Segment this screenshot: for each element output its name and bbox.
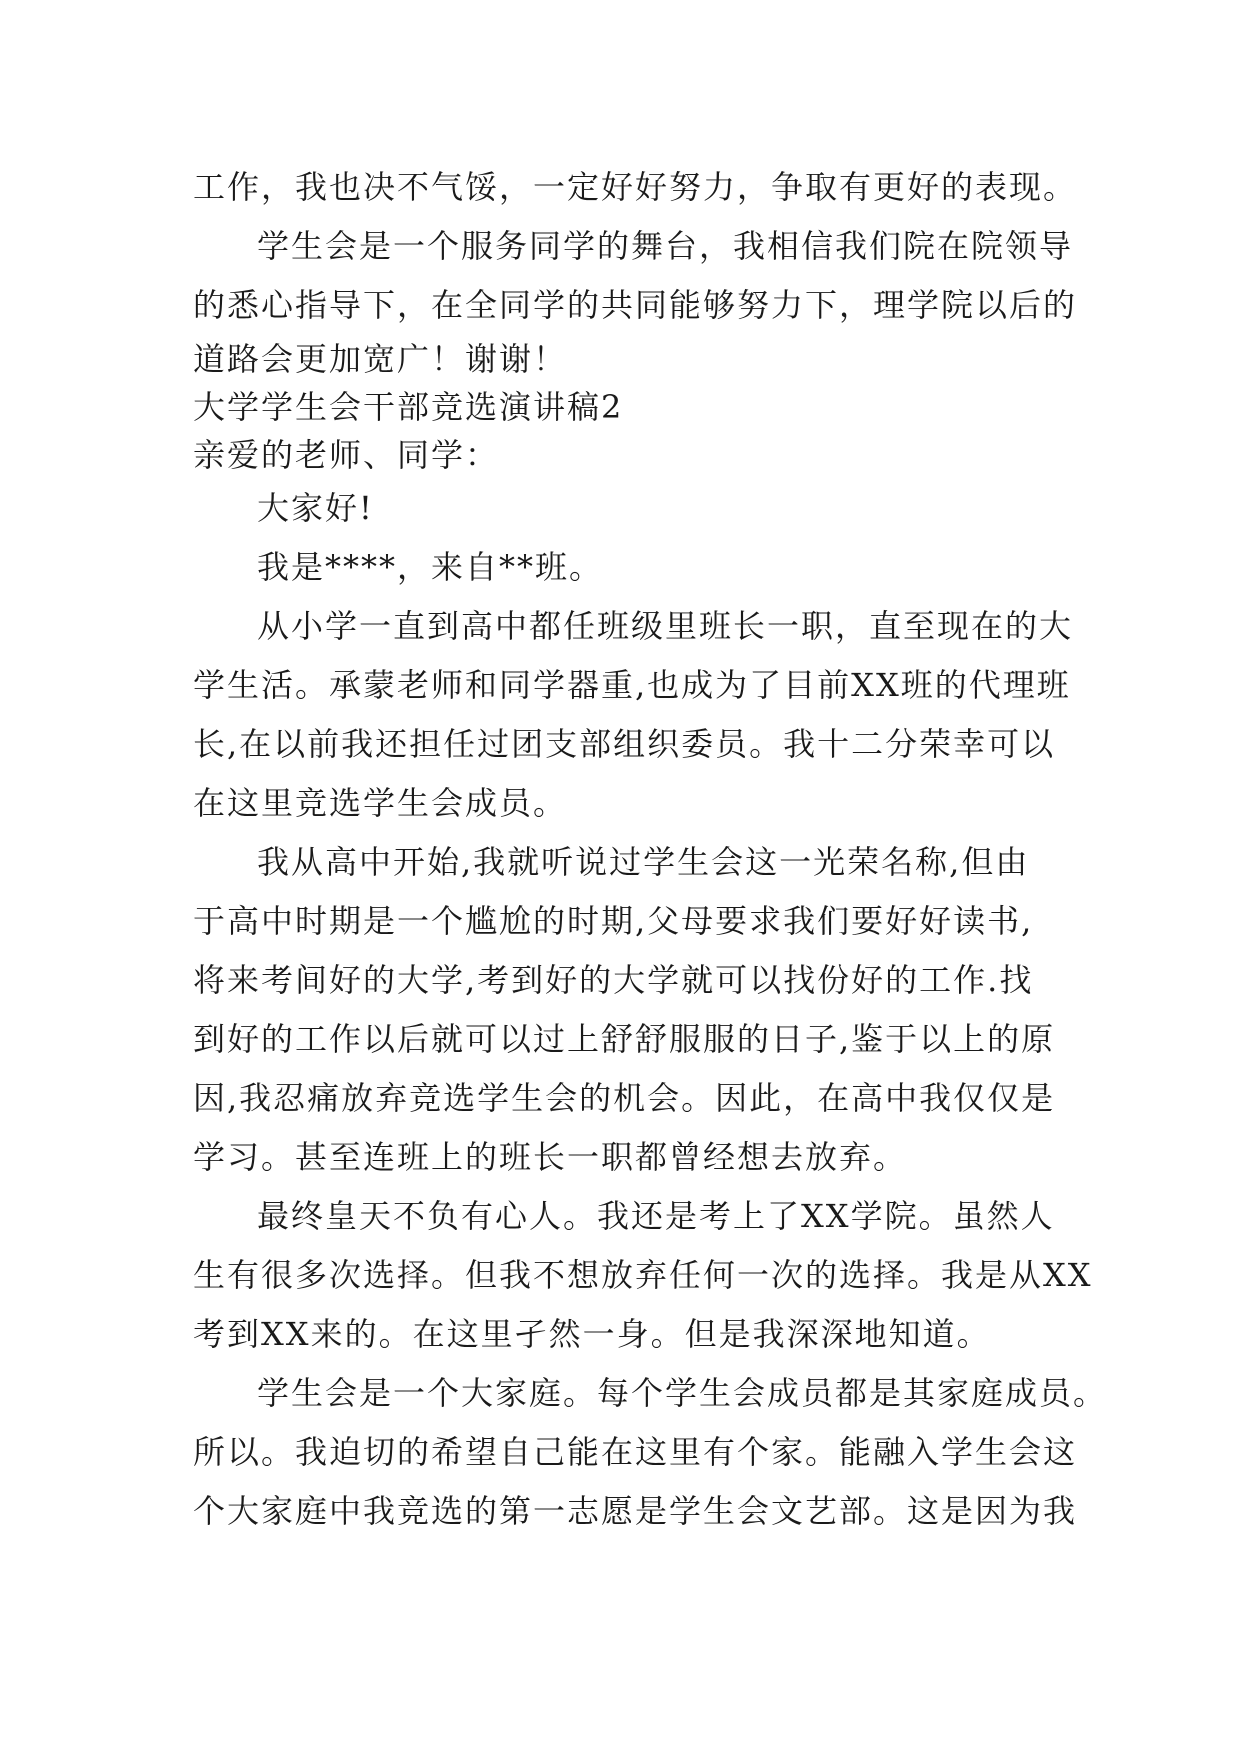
text-line: 学习。甚至连班上的班长一职都曾经想去放弃。 xyxy=(193,1138,908,1176)
paragraph-start: 从小学一直到高中都任班级里班长一职，直至现在的大 xyxy=(257,607,1074,645)
text-line: 道路会更加宽广！谢谢！ xyxy=(193,340,568,378)
section-heading: 大学学生会干部竞选演讲稿2 xyxy=(193,388,624,426)
text-line: 长,在以前我还担任过团支部组织委员。我十二分荣幸可以 xyxy=(193,725,1056,763)
text-line: 将来考间好的大学,考到好的大学就可以找份好的工作.找 xyxy=(193,961,1034,999)
text-line: 的悉心指导下，在全同学的共同能够努力下，理学院以后的 xyxy=(193,286,1078,324)
text-line: 因,我忍痛放弃竞选学生会的机会。因此，在高中我仅仅是 xyxy=(193,1079,1056,1117)
text-line: 于高中时期是一个尴尬的时期,父母要求我们要好好读书, xyxy=(193,902,1034,940)
greeting: 大家好! xyxy=(257,489,374,527)
text-line: 在这里竞选学生会成员。 xyxy=(193,784,568,822)
text-line: 考到XX来的。在这里孑然一身。但是我深深地知道。 xyxy=(193,1315,991,1353)
text-line: 学生活。承蒙老师和同学器重,也成为了目前XX班的代理班 xyxy=(193,666,1071,704)
text-line: 生有很多次选择。但我不想放弃任何一次的选择。我是从XX xyxy=(193,1256,1093,1294)
paragraph-start: 我从高中开始,我就听说过学生会这一光荣名称,但由 xyxy=(257,843,1030,881)
paragraph-start: 学生会是一个服务同学的舞台，我相信我们院在院领导 xyxy=(257,227,1074,265)
paragraph-start: 最终皇天不负有心人。我还是考上了XX学院。虽然人 xyxy=(257,1197,1055,1235)
text-line: 工作，我也决不气馁，一定好好努力，争取有更好的表现。 xyxy=(193,168,1078,206)
paragraph-start: 学生会是一个大家庭。每个学生会成员都是其家庭成员。 xyxy=(257,1374,1108,1412)
body-text xyxy=(193,158,1108,1541)
self-introduction: 我是****，来自**班。 xyxy=(257,548,604,586)
text-line: 到好的工作以后就可以过上舒舒服服的日子,鉴于以上的原 xyxy=(193,1020,1056,1058)
text-line: 个大家庭中我竞选的第一志愿是学生会文艺部。这是因为我 xyxy=(193,1492,1078,1530)
salutation: 亲爱的老师、同学： xyxy=(193,436,500,474)
text-line: 所以。我迫切的希望自己能在这里有个家。能融入学生会这 xyxy=(193,1433,1078,1471)
